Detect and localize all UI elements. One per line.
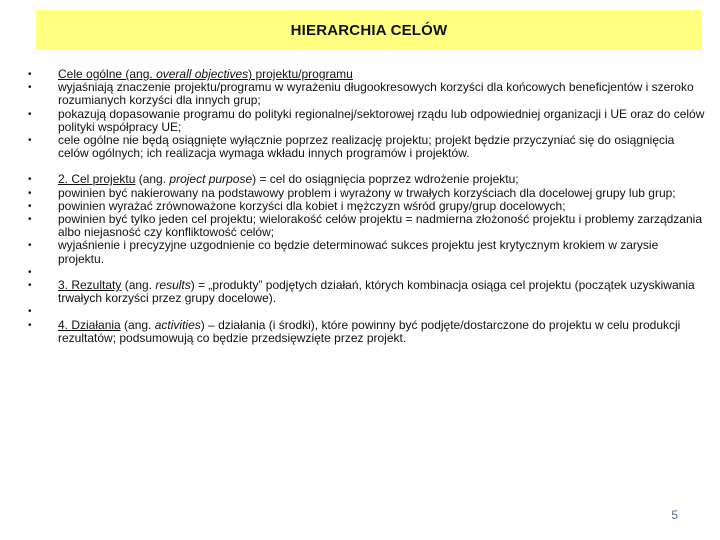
list-item-text (58, 279, 706, 305)
bullet-icon: • (28, 69, 32, 80)
text-run: 4. Działania (58, 317, 121, 332)
text-run: (ang. (120, 317, 155, 332)
bullet-icon: • (28, 319, 32, 331)
list-item-text (58, 239, 706, 265)
text-run: results (155, 278, 191, 293)
bullet-icon: • (28, 200, 32, 212)
bullet-icon: • (28, 187, 32, 199)
text-run: ) projektu/programu (248, 67, 353, 81)
text-run: Cele ogólne (ang. (58, 67, 157, 81)
bullet-icon: • (28, 82, 32, 94)
bullet-icon: • (28, 214, 32, 226)
text-run: cele ogólne nie będą osiągnięte wyłącznie poprzez realizację projektu; projekt będzie przyczyniać się do osiągnięcia celów ogólnych; ich realizacja wymaga wkładu innych programów i projektów. (58, 133, 675, 161)
text-run: activities (154, 317, 201, 332)
list-item (26, 108, 706, 134)
bullet-icon: • (28, 135, 32, 147)
bullet-icon: • (28, 306, 32, 318)
text-run: 3. Rezultaty (58, 278, 122, 293)
text-run: 2. Cel projektu (58, 172, 136, 187)
page-number: 5 (671, 508, 678, 522)
list-item (26, 134, 706, 160)
text-run: powinien wyrażać zrównoważone korzyści dla kobiet i mężczyzn wśród grupy/grup docelowych; (58, 198, 566, 213)
text-run: (ang. (121, 278, 156, 293)
slide-title: HIERARCHIA CELÓW (290, 21, 448, 39)
list-item-text (58, 319, 706, 345)
text-run: (ang. (135, 172, 170, 187)
text-run: overall objectives (156, 67, 249, 81)
bullet-list (26, 68, 706, 345)
text-run: ) – działania (i środki), które powinny być podjęte/dostarczone do projektu w celu produkcji rezultatów; podsumowują co będzie przedsięwzięte przez projekt. (58, 317, 681, 345)
bullet-icon: • (28, 266, 32, 278)
list-item (26, 239, 706, 265)
list-item-text (58, 108, 706, 134)
text-run: powinien być tylko jeden cel projektu; wielorakość celów projektu = nadmierna złożoność projektu i problemy zarządzania albo niejasność czy konfliktowość celów; (58, 212, 702, 240)
text-run: ) = cel do osiągnięcia poprzez wdrożenie projektu; (252, 172, 519, 187)
list-item-text (58, 81, 706, 107)
list-item (26, 319, 706, 345)
list-item-text (58, 213, 706, 239)
text-run: wyjaśnienie i precyzyjne uzgodnienie co będzie determinować sukces projektu jest krytycznym krokiem w zarysie projektu. (58, 238, 659, 266)
title-bar (36, 10, 702, 50)
bullet-icon: • (28, 240, 32, 252)
list-item-text (58, 134, 706, 160)
list-item (26, 81, 706, 107)
list-item (26, 213, 706, 239)
list-item (26, 279, 706, 305)
text-run: ) = „produkty” podjętych działań, których kombinacja osiąga cel projektu (początek uzyskiwania trwałych korzyści przez grupy docelowe). (58, 278, 695, 306)
text-run: project purpose (169, 172, 253, 187)
bullet-icon: • (28, 174, 32, 186)
bullet-icon: • (28, 280, 32, 292)
bullet-icon: • (28, 108, 32, 120)
text-run: pokazują dopasowanie programu do polityki regionalnej/sektorowej rządu lub odpowiedniej organizacji i UE oraz do celów polityki współpracy UE; (58, 106, 705, 134)
text-run: wyjaśniają znaczenie projektu/programu w wyrażeniu długookresowych korzyści dla końcowych beneficjentów i szeroko rozumianych korzyści dla innych grup; (58, 80, 694, 108)
text-run: powinien być nakierowany na podstawowy problem i wyrażony w trwałych korzyściach dla docelowej grupy lub grup; (58, 185, 676, 200)
